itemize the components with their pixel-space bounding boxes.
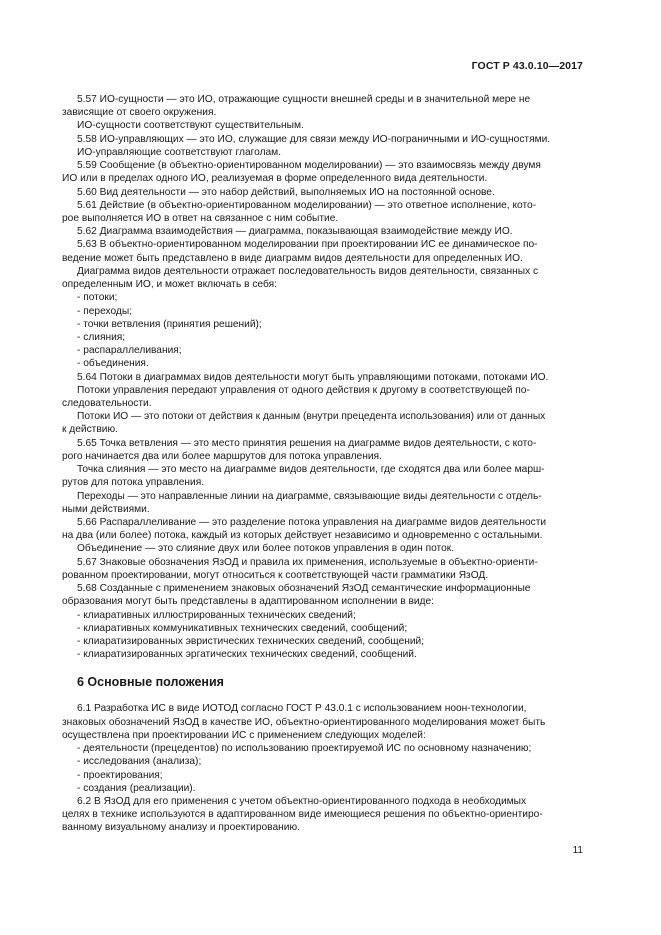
text-line: - клиаратизированных эвристических технических сведений, сообщений;: [77, 635, 425, 647]
list-item: [62, 609, 582, 622]
text-line: - точки ветвления (принятия решений);: [77, 318, 262, 330]
paragraph: [62, 463, 582, 489]
text-line: - проектирования;: [77, 769, 163, 781]
list-item: [62, 291, 582, 304]
text-line: к действию.: [62, 424, 118, 436]
paragraph: [62, 516, 582, 542]
section-heading: [62, 675, 582, 690]
paragraph: [62, 146, 582, 159]
list-item: [62, 635, 582, 648]
text-line: 6.2 В ЯзОД для его применения с учетом объектно-ориентированного подхода в необходимых: [77, 795, 527, 807]
text-line: ИО-сущности соответствуют существительным.: [77, 120, 304, 132]
paragraph: [62, 490, 582, 516]
text-line: Объединение — это слияние двух или более потоков управления в один поток.: [77, 543, 455, 555]
list-item: [62, 305, 582, 318]
text-line: 5.64 Потоки в диаграммах видов деятельности могут быть управляющими потоками, потоками ИО.: [77, 371, 549, 383]
text-line: Потоки ИО — это потоки от действия к данным (внутри прецедента использования) или от данных: [77, 411, 546, 423]
text-line: - исследования (анализа);: [77, 756, 202, 768]
paragraph: [62, 702, 582, 742]
text-line: рованном проектировании, могут относиться к соответствующей части грамматики ЯзОД.: [62, 569, 489, 581]
text-line: - потоки;: [77, 292, 118, 304]
text-line: определенным ИО, и может включать в себя:: [62, 279, 277, 291]
text-line: на два (или более) потока, каждый из которых действует независимо и одновременно с остальными.: [62, 530, 543, 542]
text-line: - объединения.: [77, 358, 149, 370]
paragraph: [62, 133, 582, 146]
text-line: 6.1 Разработка ИС в виде ИОТОД согласно ГОСТ Р 43.0.1 с использованием ноон-технологии,: [77, 703, 527, 715]
text-line: Переходы — это направленные линии на диаграмме, связывающие виды деятельности с отдель-: [77, 490, 542, 502]
list-item: [62, 357, 582, 370]
paragraph: [62, 582, 582, 608]
text-line: 5.61 Действие (в объектно-ориентированном моделировании) — это ответное исполнение, кото-: [77, 199, 537, 211]
text-line: Диаграмма видов деятельности отражает последовательность видов деятельности, связанных с: [77, 265, 539, 277]
paragraph: [62, 225, 582, 238]
list-item: [62, 331, 582, 344]
text-line: осуществлена при проектировании ИС с применением следующих моделей:: [62, 729, 426, 741]
list-item: [62, 755, 582, 768]
page-number: 11: [572, 845, 583, 856]
text-line: 6 Основные положения: [77, 675, 224, 690]
paragraph: [62, 159, 582, 185]
paragraph: [62, 437, 582, 463]
paragraph: [62, 186, 582, 199]
text-line: - клиаратизированных эргатических технических сведений, сообщений.: [77, 649, 417, 661]
paragraph: [62, 265, 582, 291]
text-line: 5.65 Точка ветвления — это место принятия решения на диаграмме видов деятельности, с кото-: [77, 437, 537, 449]
paragraph: [62, 384, 582, 410]
text-line: 5.66 Распараллеливание — это разделение потока управления на диаграмме видов деятельности: [77, 517, 547, 528]
text-line: ИО-управляющие соответствуют глаголам.: [77, 146, 282, 158]
list-item: [62, 318, 582, 331]
list-item: [62, 344, 582, 357]
text-line: целях в технике используются в адаптированном виде имеющиеся решения по объектно-ориентиро-: [62, 809, 543, 821]
text-line: ными действиями.: [62, 503, 150, 515]
paragraph: [62, 371, 582, 384]
text-line: - слияния;: [77, 331, 126, 343]
text-line: ИО или в пределах одного ИО, реализуемая в форме определенного вида деятельности.: [62, 173, 488, 185]
document-body: [62, 93, 582, 835]
text-line: - деятельности (прецедентов) по использованию проектируемой ИС по основному назначению;: [77, 743, 532, 755]
paragraph: [62, 119, 582, 132]
text-line: знаковых обозначений ЯзОД в качестве ИО, объектно-ориентированного моделирования может быть: [62, 716, 546, 728]
text-line: рутов для потока управления.: [62, 477, 205, 489]
list-item: [62, 622, 582, 635]
list-item: [62, 742, 582, 755]
text-line: - создания (реализации).: [77, 782, 196, 794]
text-line: ведение может быть представлено в виде диаграмм видов деятельности для определенных ИО.: [62, 252, 523, 264]
text-line: - клиаративных иллюстрированных технических сведений;: [77, 609, 356, 621]
text-line: 5.60 Вид деятельности — это набор действий, выполняемых ИО на постоянной основе.: [77, 186, 495, 198]
list-item: [62, 782, 582, 795]
text-line: - клиаративных коммуникативных технических сведений, сообщений;: [77, 622, 408, 634]
text-line: 5.68 Созданные с применением знаковых обозначений ЯзОД семантические информационные: [77, 583, 531, 595]
list-item: [62, 769, 582, 782]
paragraph: [62, 199, 582, 225]
text-line: 5.59 Сообщение (в объектно-ориентированном моделировании) — это взаимосвязь между двумя: [77, 160, 541, 172]
text-line: образования могут быть представлены в адаптированном исполнении в виде:: [62, 596, 434, 608]
text-line: 5.67 Знаковые обозначения ЯзОД и правила их применения, используемые в объектно-ориенти-: [77, 556, 538, 568]
paragraph: [62, 542, 582, 555]
paragraph: [62, 795, 582, 835]
text-line: рого начинается два или более маршрутов для потока управления.: [62, 450, 382, 462]
text-line: ванному визуальному анализу и проектированию.: [62, 822, 300, 834]
text-line: Потоки управления передают управления от одного действия к другому в соответствующей по-: [77, 384, 530, 396]
text-line: 5.63 В объектно-ориентированном моделировании при проектировании ИС ее динамическое по-: [77, 239, 538, 251]
text-line: рое выполняется ИО в ответ на связанное с ним событие.: [62, 212, 339, 224]
text-line: 5.57 ИО-сущности — это ИО, отражающие сущности внешней среды и в значительной мере не: [77, 94, 531, 105]
text-line: следовательности.: [62, 398, 152, 410]
paragraph: [62, 93, 582, 119]
document-code-header: ГОСТ Р 43.0.10—2017: [471, 60, 583, 72]
list-item: [62, 648, 582, 661]
text-line: - распараллеливания;: [77, 345, 182, 357]
paragraph: [62, 238, 582, 264]
text-line: 5.58 ИО-управляющих — это ИО, служащие для связи между ИО-пограничными и ИО-сущностями.: [77, 133, 551, 145]
paragraph: [62, 556, 582, 582]
paragraph: [62, 410, 582, 436]
text-line: 5.62 Диаграмма взаимодействия — диаграмма, показывающая взаимодействие между ИО.: [77, 226, 513, 238]
text-line: Точка слияния — это место на диаграмме видов деятельности, где сходятся два или более марш-: [77, 464, 545, 476]
text-line: зависящие от своего окружения.: [62, 107, 217, 119]
text-line: - переходы;: [77, 305, 133, 317]
